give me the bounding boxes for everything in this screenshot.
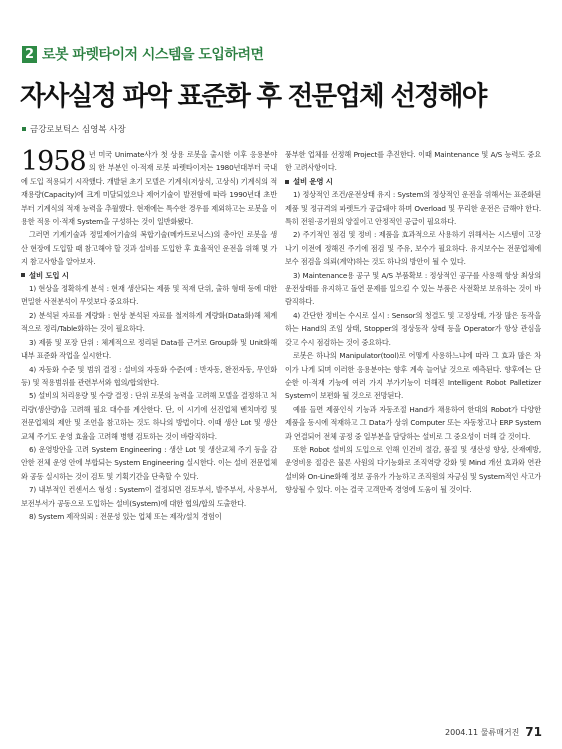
list-item: 1) 현상을 정확하게 분석 : 현재 생산되는 제품 및 적재 단위, 출하 형태 등에 대한 면밀한 사전분석이 무엇보다 중요하다. (21, 284, 277, 307)
list-item: 5) 설비의 처리용량 및 수량 결정 : 단위 로봇의 능력을 고려해 모델을 결정하고 처리량(생산량)을 고려해 필요 대수를 계산한다. 단, 이 시기에 선진업체 벤치마킹 및 전문업체의 제안 및 조언을 참고하는 것도 하나의 방법이다. 이때 생산 Lot 및 생산 교체 주기도 운영 효율을 고려해 병행 검토하는 것이 바람직하다. (21, 391, 277, 441)
list-item: 2) 분석된 자료를 계량화 : 현상 분석된 자료를 철저하게 계량화(Data화)해 체계적으로 정리/Table화하는 것이 필요하다. (21, 310, 277, 334)
left-column (21, 148, 277, 523)
section-title: 로봇 파렛타이저 시스템을 도입하려면 (42, 47, 264, 63)
bullet-square-icon (22, 127, 26, 131)
body-paragraph: 로봇은 하나의 Manipulator(tool)로 어떻게 사용하느냐에 따라 그 효과 많은 차이가 나게 되며 이러한 응용분야는 향후 계속 늘어날 것으로 예측된다. 향후에는 단순한 이·적재 기능에 여러 가지 부가기능이 더해진 Intelligent Robot Palletizer System이 보편화 될 것으로 전망된다. (285, 351, 541, 401)
subheading-install: 설비 도입 시 (21, 269, 277, 282)
issue-label: 2004.11 물류매거진 (445, 727, 520, 737)
list-item: 7) 내부적인 컨센서스 형성 : System이 결정되면 검토부서, 발주부서, 사용부서, 보전부서가 공동으로 도입하는 설비(System)에 대한 협의/합의 도출한다. (21, 485, 277, 508)
body-paragraph: 예를 들면 제품인식 기능과 자동조절 Hand가 채용하여 한대의 Robot가 다양한 제품을 동시에 적재하고 그 Data가 상위 Computer 또는 자동창고나 ERP System과 연결되어 전체 공정 중 일부분을 담당하는 설비로 그 중요성이 더해 갈 것이다. (285, 404, 541, 441)
bullet-square-icon (285, 180, 289, 184)
intro-paragraph: 1958 년 미국 Unimate사가 첫 상용 로봇을 출시한 이후 응용분야의 한 부분인 이·적재 로봇 파렛타이저는 1980년대부터 국내에 도입 적용되기 시작했다. 개발된 초기 모델은 기계식(저상식, 고상식) 기계식의 적재용량(Capacity)에 크게 미달되었으나 제어기술이 발전함에 따라 1990년대 초반부터 기계식의 적재 능력을 추월했다. 현재에는 특수한 경우를 제외하고는 로봇을 이용한 적용 이·적재 System을 구성하는 것이 일반화됐다. (21, 146, 277, 227)
body-paragraph: 또한 Robot 설비의 도입으로 인해 인건비 절감, 품질 및 생산성 향상, 산재예방, 운영비용 절감은 물론 사원의 다기능화로 조직역량 강화 및 Mind 개선 효과와 연관 설비와 On-Line화해 정보 공유가 가능하고 조직원의 자긍심 및 System적인 사고가 향상될 수 있다. 이는 결국 고객만족 경영에 도움이 될 것이다. (285, 444, 541, 495)
author: 금강로보틱스 심영복 사장 (30, 125, 126, 135)
continued-paragraph: 풍부한 업체를 선정해 Project를 추진한다. 이때 Maintenance 및 A/S 능력도 중요한 고려사항이다. (285, 150, 541, 173)
list-item: 1) 정상적인 조건/운전상태 유지 : System의 정상적인 운전을 위해서는 표준화된 제품 및 정규격의 파렛트가 공급돼야 하며 Overload 및 무리한 운전은 금해야 한다. 특히 전원·공기원의 양질이고 안정적인 공급이 필요하다. (285, 190, 541, 227)
list-item: 4) 자동화 수준 및 범위 결정 : 설비의 자동화 수준(예 : 반자동, 완전자동, 무인화 등) 및 적용범위를 관련부서와 협의/합의한다. (21, 364, 277, 387)
subheading-operation: 설비 운영 시 (285, 175, 541, 188)
byline (22, 123, 126, 135)
page-number: 71 (525, 725, 542, 739)
list-item: 4) 간단한 정비는 수시로 실시 : Sensor의 청결도 및 고정상태, 가장 많은 동작을 하는 Hand의 조임 상태, Stopper의 정상동작 상태 등을 Operator가 항상 관심을 갖고 수시 점검하는 것이 중요하다. (285, 310, 541, 347)
list-item: 6) 운영방안을 고려 System Engineering : 생산 Lot 및 생산교체 주기 등을 감안한 전체 운영 안에 부합되는 System Engineering 실시한다. 이는 설비 전문업체와 공동 실시하는 것이 검토 및 기획기간을 단축할 수 있다. (21, 444, 277, 481)
list-item: 3) 제품 및 포장 단위 : 체계적으로 정리된 Data를 근거로 Group화 및 Unit화해 내부 표준화 작업을 실시한다. (21, 337, 277, 361)
list-item: 2) 주기적인 점검 및 정비 : 제품을 효과적으로 사용하기 위해서는 시스템이 고장나기 이전에 정해진 주기에 점검 및 주유, 보수가 필요하다. 유지보수는 전문업체에 보수 점검을 의뢰(계약)하는 것도 하나의 방안이 될 수 있다. (285, 230, 541, 267)
right-column (285, 148, 541, 497)
intro-paragraph-2: 그러면 기계기술과 정밀제어기술의 복합기술(메카트로닉스)의 총아인 로봇을 생산 현장에 도입할 때 참고해야 할 것과 설비를 도입한 후 효율적인 운전을 위해 몇 가지 참고사항을 알아보자. (21, 230, 277, 267)
list-item: 8) System 제작의뢰 : 전문성 있는 업체 또는 제작/설치 경험이 (29, 511, 222, 521)
page-footer (445, 725, 542, 739)
article-title: 자사실정 파악 표준화 후 전문업체 선정해야 (20, 81, 486, 112)
list-item: 3) Maintenance용 공구 및 A/S 부품확보 : 정상적인 공구를 사용해 항상 최상의 운전상태를 유지하고 돌연 문제를 일으킬 수 있는 부품은 사전확보 보유하는 것이 바람직하다. (285, 270, 541, 307)
section-number-badge: 2 (22, 46, 37, 63)
section-heading (22, 44, 264, 64)
drop-cap-year: 1958 (21, 146, 86, 177)
bullet-square-icon (21, 273, 25, 277)
